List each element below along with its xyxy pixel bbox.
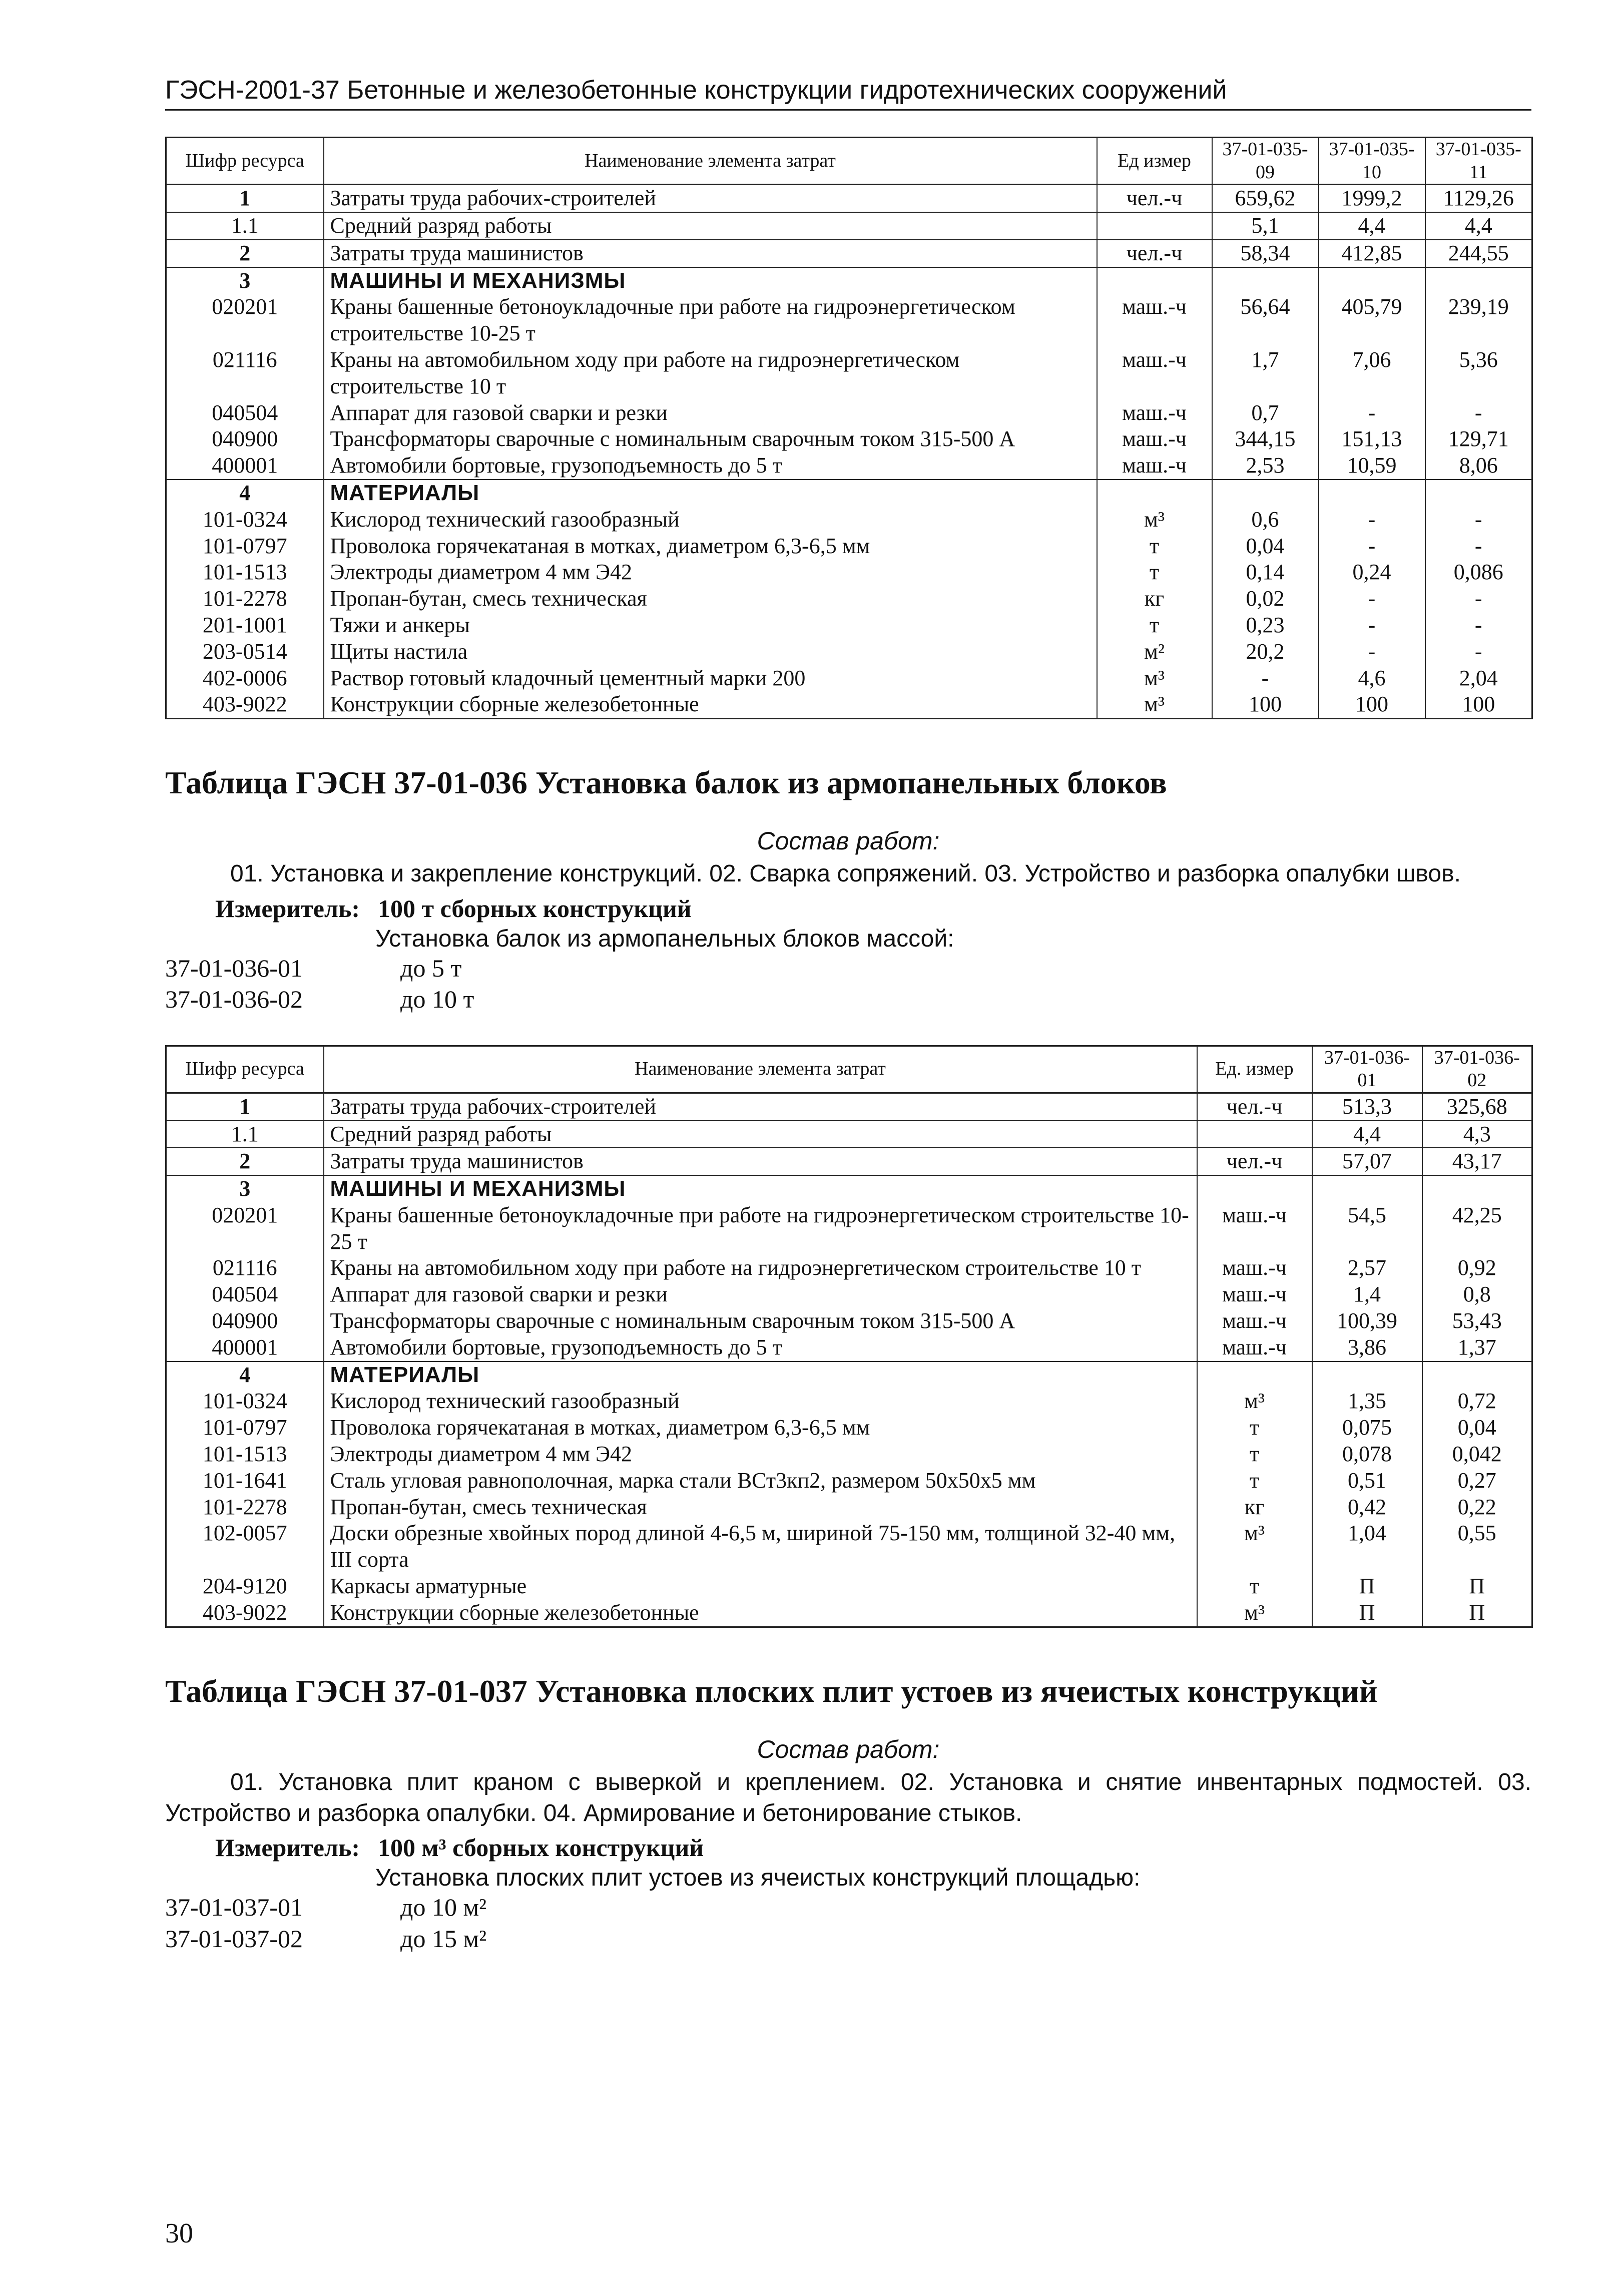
table-row [166,1202,1532,1255]
norm-value [1425,480,1532,507]
norm-value: 0,72 [1422,1388,1532,1415]
norm-value: 1,4 [1312,1281,1422,1308]
unit: чел.-ч [1197,1093,1312,1120]
norm-value: 0,086 [1425,559,1532,586]
resource-code: 2 [166,240,324,267]
norm-value: 4,3 [1422,1121,1532,1148]
norm-value: 0,51 [1312,1468,1422,1494]
unit [1097,212,1212,240]
table-row [166,400,1532,426]
unit: т [1197,1441,1312,1468]
norm-value [1312,1361,1422,1389]
unit: маш.-ч [1197,1202,1312,1255]
cost-element-name: Раствор готовый кладочный цементный марки 200 [324,665,1097,692]
norm-value: 412,85 [1319,240,1425,267]
table-title-037: Таблица ГЭСН 37-01-037 Установка плоских плит устоев из ячеистых конструкций [165,1673,1378,1709]
unit: кг [1097,586,1212,612]
unit: м³ [1097,507,1212,533]
variants-subtitle: Установка балок из армопанельных блоков массой: [375,925,954,952]
norm-value: 100 [1319,691,1425,718]
table-row [166,586,1532,612]
table-row [166,1520,1532,1573]
unit: м³ [1197,1600,1312,1627]
composition-label: Состав работ: [757,1735,940,1763]
unit: маш.-ч [1197,1255,1312,1281]
norm-value: 4,4 [1319,212,1425,240]
unit: маш.-ч [1097,400,1212,426]
variant-text: до 10 м² [400,1893,487,1922]
norm-value: - [1425,400,1532,426]
unit: маш.-ч [1197,1281,1312,1308]
resource-code: 101-0324 [166,507,324,533]
table-row [166,691,1532,718]
norm-value: 0,92 [1422,1255,1532,1281]
cost-element-name: МАШИНЫ И МЕХАНИЗМЫ [324,267,1097,294]
norm-value: 4,6 [1319,665,1425,692]
norm-value: 0,078 [1312,1441,1422,1468]
table-row [166,612,1532,639]
cost-element-name: Затраты труда машинистов [324,1148,1197,1175]
unit: м³ [1197,1520,1312,1573]
norm-value: 43,17 [1422,1148,1532,1175]
table-row [166,1388,1532,1415]
meter-value: 100 т сборных конструкций [378,894,692,923]
norm-value: 100,39 [1312,1308,1422,1334]
norm-value: 1999,2 [1319,185,1425,212]
norm-value: 10,59 [1319,452,1425,480]
cost-element-name: Затраты труда рабочих-строителей [324,1093,1197,1120]
cost-element-name: Кислород технический газообразный [324,1388,1197,1415]
cost-element-name: Средний разряд работы [324,1121,1197,1148]
unit: маш.-ч [1097,452,1212,480]
header-col-2: 37-01-036-02 [1422,1046,1532,1093]
resource-code: 4 [166,480,324,507]
norm-value: 100 [1425,691,1532,718]
variant-text: до 5 т [400,954,462,982]
unit: маш.-ч [1197,1334,1312,1361]
unit [1097,480,1212,507]
norm-value: 0,24 [1319,559,1425,586]
table-row [166,1121,1532,1148]
page-number: 30 [165,2218,193,2249]
norm-value: 8,06 [1425,452,1532,480]
norm-value [1319,480,1425,507]
norm-value: 0,55 [1422,1520,1532,1573]
norm-value: 0,23 [1212,612,1319,639]
unit: маш.-ч [1097,294,1212,347]
norm-value: 0,42 [1312,1494,1422,1521]
resource-code: 102-0057 [166,1520,324,1573]
norm-value: 0,14 [1212,559,1319,586]
works-description: 01. Установка и закрепление конструкций. 02. Сварка сопряжений. 03. Устройство и разборка опалубки швов. [230,860,1461,887]
running-head: ГЭСН-2001-37 Бетонные и железобетонные конструкции гидротехнических сооружений [165,75,1531,111]
header-name: Наименование элемента затрат [324,1046,1197,1093]
resource-code: 4 [166,1361,324,1389]
norm-value: - [1319,400,1425,426]
norm-value: 57,07 [1312,1148,1422,1175]
unit: т [1197,1573,1312,1600]
header-col-1: 37-01-035-09 [1212,138,1319,185]
cost-element-name: Тяжи и анкеры [324,612,1097,639]
resource-code: 021116 [166,347,324,400]
norm-value: - [1319,533,1425,560]
table-row [166,507,1532,533]
norm-value: 1,7 [1212,347,1319,400]
unit: м³ [1097,691,1212,718]
unit: м² [1097,639,1212,665]
norm-value: 1129,26 [1425,185,1532,212]
unit: м³ [1197,1388,1312,1415]
table-title-036: Таблица ГЭСН 37-01-036 Установка балок из армопанельных блоков [165,765,1167,801]
cost-element-name: Проволока горячекатаная в мотках, диаметром 6,3-6,5 мм [324,533,1097,560]
resource-code: 040900 [166,426,324,452]
norm-value: - [1425,507,1532,533]
table-row [166,639,1532,665]
unit [1197,1361,1312,1389]
cost-element-name: Трансформаторы сварочные с номинальным сварочным током 315-500 А [324,426,1097,452]
norm-value: 325,68 [1422,1093,1532,1120]
resource-code: 403-9022 [166,691,324,718]
norm-value: 56,64 [1212,294,1319,347]
norm-value: 151,13 [1319,426,1425,452]
header-unit: Ед. измер [1197,1046,1312,1093]
norm-value: 0,22 [1422,1494,1532,1521]
table-row [166,1334,1532,1361]
norm-value: 2,57 [1312,1255,1422,1281]
cost-element-name: Краны башенные бетоноукладочные при работе на гидроэнергетическом строительстве 10-25 т [324,1202,1197,1255]
table-row [166,347,1532,400]
cost-element-name: Пропан-бутан, смесь техническая [324,1494,1197,1521]
unit: кг [1197,1494,1312,1521]
table-row [166,1441,1532,1468]
table-row [166,1308,1532,1334]
norm-value: П [1312,1573,1422,1600]
header-col-3: 37-01-035-11 [1425,138,1532,185]
variant-row [165,1923,1531,1955]
header-name: Наименование элемента затрат [324,138,1097,185]
norm-value: 1,35 [1312,1388,1422,1415]
table-row [166,185,1532,212]
variant-row [165,984,1531,1015]
unit: чел.-ч [1097,185,1212,212]
resource-code: 1.1 [166,1121,324,1148]
header-col-2: 37-01-035-10 [1319,138,1425,185]
cost-element-name: Автомобили бортовые, грузоподъемность до 5 т [324,1334,1197,1361]
unit: м³ [1097,665,1212,692]
unit: т [1197,1468,1312,1494]
norm-value: - [1319,507,1425,533]
norm-value: 0,7 [1212,400,1319,426]
norm-value: - [1425,639,1532,665]
unit: чел.-ч [1097,240,1212,267]
norm-value: 5,1 [1212,212,1319,240]
unit [1197,1121,1312,1148]
table-row [166,1255,1532,1281]
cost-element-name: Трансформаторы сварочные с номинальным сварочным током 315-500 А [324,1308,1197,1334]
resource-code: 204-9120 [166,1573,324,1600]
header-unit: Ед измер [1097,138,1212,185]
cost-element-name: Электроды диаметром 4 мм Э42 [324,559,1097,586]
norm-value: - [1212,665,1319,692]
resource-code: 020201 [166,1202,324,1255]
table-row [166,294,1532,347]
norm-value: П [1422,1600,1532,1627]
cost-element-name: МАТЕРИАЛЫ [324,1361,1197,1389]
resource-code: 101-1513 [166,559,324,586]
table-row [166,426,1532,452]
resource-code: 101-0324 [166,1388,324,1415]
norm-value: 2,04 [1425,665,1532,692]
norm-value: - [1319,639,1425,665]
resource-code: 1 [166,1093,324,1120]
norm-value: 129,71 [1425,426,1532,452]
resource-code: 1.1 [166,212,324,240]
norm-value: 58,34 [1212,240,1319,267]
resource-code: 400001 [166,1334,324,1361]
resource-code: 101-2278 [166,586,324,612]
cost-table-036 [165,1045,1533,1628]
resource-code: 101-1513 [166,1441,324,1468]
table-row [166,452,1532,480]
norm-value [1319,267,1425,294]
cost-element-name: Краны башенные бетоноукладочные при работе на гидроэнергетическом строительстве 10-25 т [324,294,1097,347]
cost-element-name: Электроды диаметром 4 мм Э42 [324,1441,1197,1468]
resource-code: 203-0514 [166,639,324,665]
norm-value [1212,267,1319,294]
norm-value [1425,267,1532,294]
variant-row [165,1892,1531,1923]
norm-value [1422,1361,1532,1389]
section-row [166,480,1532,507]
resource-code: 2 [166,1148,324,1175]
norm-value: 20,2 [1212,639,1319,665]
unit [1097,267,1212,294]
table-row [166,559,1532,586]
resource-code: 3 [166,267,324,294]
table-row [166,1281,1532,1308]
meter [215,894,1531,923]
header-code: Шифр ресурса [166,138,324,185]
norm-value: П [1312,1600,1422,1627]
unit: т [1097,533,1212,560]
section-row [166,267,1532,294]
cost-element-name: Проволока горячекатаная в мотках, диаметром 6,3-6,5 мм [324,1415,1197,1441]
cost-element-name: Затраты труда машинистов [324,240,1097,267]
unit [1197,1175,1312,1202]
resource-code: 040504 [166,400,324,426]
norm-value: 239,19 [1425,294,1532,347]
section-row [166,1361,1532,1389]
unit: чел.-ч [1197,1148,1312,1175]
norm-value: 0,04 [1422,1415,1532,1441]
unit: маш.-ч [1197,1308,1312,1334]
resource-code: 040504 [166,1281,324,1308]
norm-value: 4,4 [1425,212,1532,240]
norm-value: 0,042 [1422,1441,1532,1468]
norm-value: 1,37 [1422,1334,1532,1361]
table-row [166,1600,1532,1627]
cost-element-name: Затраты труда рабочих-строителей [324,185,1097,212]
norm-value: 5,36 [1425,347,1532,400]
meter-label: Измеритель: [215,894,360,923]
header-col-1: 37-01-036-01 [1312,1046,1422,1093]
resource-code: 021116 [166,1255,324,1281]
norm-value: 1,04 [1312,1520,1422,1573]
table-row [166,1148,1532,1175]
table-row [166,212,1532,240]
cost-element-name: Щиты настила [324,639,1097,665]
norm-value: 100 [1212,691,1319,718]
norm-value: 7,06 [1319,347,1425,400]
header-code: Шифр ресурса [166,1046,324,1093]
unit: т [1197,1415,1312,1441]
cost-element-name: Каркасы арматурные [324,1573,1197,1600]
cost-element-name: Краны на автомобильном ходу при работе на гидроэнергетическом строительстве 10 т [324,347,1097,400]
norm-value: 0,04 [1212,533,1319,560]
cost-element-name: Краны на автомобильном ходу при работе на гидроэнергетическом строительстве 10 т [324,1255,1197,1281]
norm-value: 53,43 [1422,1308,1532,1334]
resource-code: 101-2278 [166,1494,324,1521]
table-row [166,1573,1532,1600]
norm-value: 54,5 [1312,1202,1422,1255]
norm-value: 405,79 [1319,294,1425,347]
variant-code: 37-01-037-01 [165,1893,303,1922]
unit: маш.-ч [1097,347,1212,400]
composition-label: Состав работ: [757,827,940,855]
resource-code: 400001 [166,452,324,480]
cost-element-name: Кислород технический газообразный [324,507,1097,533]
resource-code: 402-0006 [166,665,324,692]
variant-text: до 10 т [400,985,474,1014]
page [165,75,1531,1954]
unit: т [1097,612,1212,639]
norm-value: 3,86 [1312,1334,1422,1361]
norm-value: 513,3 [1312,1093,1422,1120]
norm-value: 42,25 [1422,1202,1532,1255]
cost-element-name: Автомобили бортовые, грузоподъемность до 5 т [324,452,1097,480]
norm-value: 0,6 [1212,507,1319,533]
norm-value: 2,53 [1212,452,1319,480]
section-row [166,1175,1532,1202]
variant-code: 37-01-036-02 [165,985,303,1014]
norm-value: 659,62 [1212,185,1319,212]
resource-code: 3 [166,1175,324,1202]
resource-code: 101-0797 [166,533,324,560]
table-row [166,1468,1532,1494]
cost-element-name: Средний разряд работы [324,212,1097,240]
norm-value: 0,075 [1312,1415,1422,1441]
resource-code: 403-9022 [166,1600,324,1627]
norm-value [1212,480,1319,507]
resource-code: 020201 [166,294,324,347]
variant-text: до 15 м² [400,1924,487,1953]
table-row [166,1494,1532,1521]
cost-table-035 [165,137,1533,719]
table-row [166,665,1532,692]
unit: т [1097,559,1212,586]
cost-element-name: МАШИНЫ И МЕХАНИЗМЫ [324,1175,1197,1202]
table-row [166,1415,1532,1441]
variant-row [165,953,1531,984]
cost-element-name: Пропан-бутан, смесь техническая [324,586,1097,612]
variant-code: 37-01-037-02 [165,1924,303,1953]
resource-code: 101-0797 [166,1415,324,1441]
norm-value: П [1422,1573,1532,1600]
cost-element-name: Аппарат для газовой сварки и резки [324,1281,1197,1308]
norm-value: 344,15 [1212,426,1319,452]
cost-element-name: МАТЕРИАЛЫ [324,480,1097,507]
meter-value: 100 м³ сборных конструкций [378,1834,704,1862]
resource-code: 201-1001 [166,612,324,639]
works-description: 01. Установка плит краном с выверкой и креплением. 02. Установка и снятие инвентарных подмостей. 03. Устройство и разборка опалубки. 04. Армирование и бетонирование стыков. [165,1768,1531,1827]
norm-value: 4,4 [1312,1121,1422,1148]
meter-label: Измеритель: [215,1834,360,1862]
norm-value: 244,55 [1425,240,1532,267]
cost-element-name: Конструкции сборные железобетонные [324,691,1097,718]
norm-value: - [1319,586,1425,612]
meter [215,1833,1531,1862]
norm-value: 0,02 [1212,586,1319,612]
resource-code: 101-1641 [166,1468,324,1494]
variants-subtitle: Установка плоских плит устоев из ячеистых конструкций площадью: [375,1865,1141,1892]
norm-value: 0,27 [1422,1468,1532,1494]
norm-value: - [1425,533,1532,560]
cost-element-name: Конструкции сборные железобетонные [324,1600,1197,1627]
norm-value: - [1425,586,1532,612]
variant-code: 37-01-036-01 [165,954,303,982]
resource-code: 040900 [166,1308,324,1334]
cost-element-name: Доски обрезные хвойных пород длиной 4-6,5 м, шириной 75-150 мм, толщиной 32-40 мм, III сорта [324,1520,1197,1573]
table-row [166,240,1532,267]
resource-code: 1 [166,185,324,212]
norm-value: 0,8 [1422,1281,1532,1308]
norm-value: - [1319,612,1425,639]
cost-element-name: Аппарат для газовой сварки и резки [324,400,1097,426]
unit: маш.-ч [1097,426,1212,452]
norm-value [1422,1175,1532,1202]
norm-value [1312,1175,1422,1202]
norm-value: - [1425,612,1532,639]
table-row [166,533,1532,560]
cost-element-name: Сталь угловая равнополочная, марка стали ВСт3кп2, размером 50х50х5 мм [324,1468,1197,1494]
table-row [166,1093,1532,1120]
